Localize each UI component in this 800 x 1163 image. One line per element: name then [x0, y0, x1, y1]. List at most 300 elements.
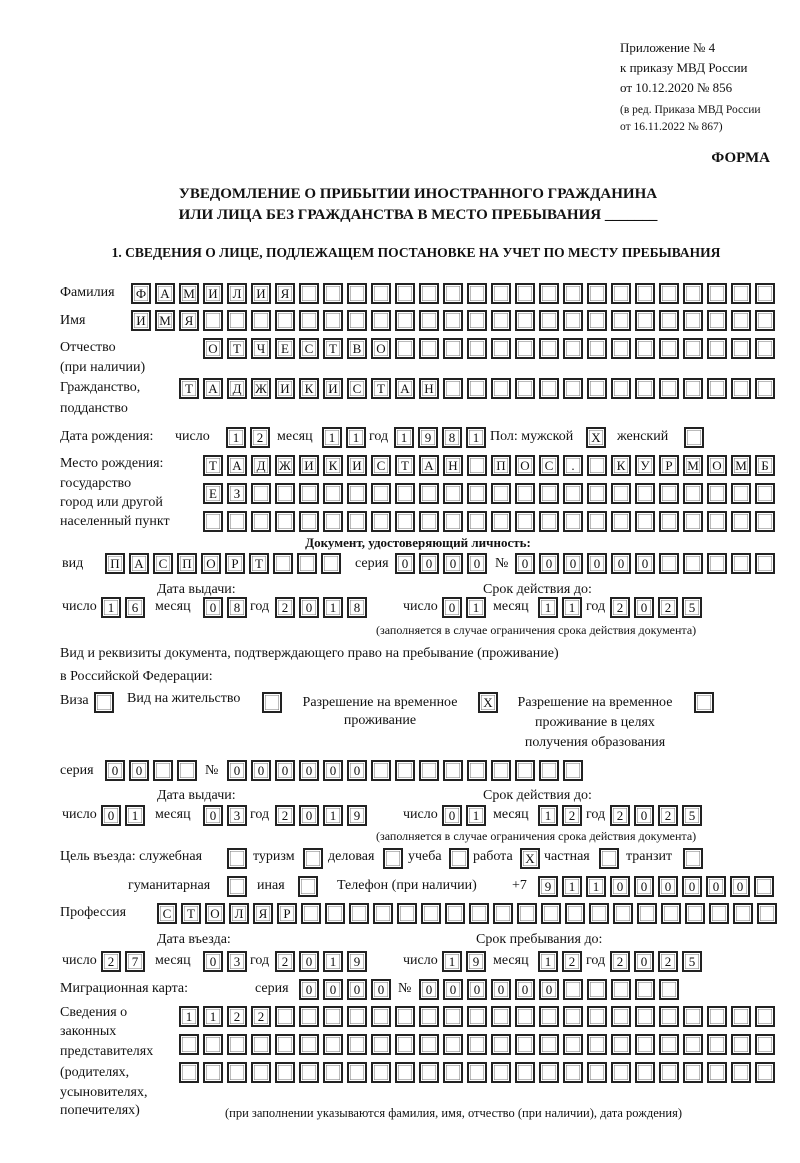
- char-box[interactable]: .: [563, 455, 583, 476]
- char-box[interactable]: [347, 1034, 367, 1055]
- char-box[interactable]: [419, 760, 439, 781]
- char-box[interactable]: 0: [395, 553, 415, 574]
- char-box[interactable]: [587, 483, 607, 504]
- char-box[interactable]: 1: [323, 805, 343, 826]
- char-box[interactable]: [755, 378, 775, 399]
- char-box[interactable]: [683, 310, 703, 331]
- char-box[interactable]: [227, 511, 247, 532]
- char-box[interactable]: 1: [466, 597, 486, 618]
- char-box[interactable]: [491, 1034, 511, 1055]
- char-box[interactable]: [611, 511, 631, 532]
- char-box[interactable]: [445, 903, 465, 924]
- char-box[interactable]: 1: [562, 597, 582, 618]
- char-box[interactable]: Е: [275, 338, 295, 359]
- char-box[interactable]: 2: [562, 951, 582, 972]
- char-box[interactable]: [587, 1006, 607, 1027]
- permit-valid-year-field[interactable]: [610, 805, 702, 825]
- char-box[interactable]: [515, 760, 535, 781]
- char-box[interactable]: [563, 483, 583, 504]
- char-box[interactable]: [635, 511, 655, 532]
- char-box[interactable]: [397, 903, 417, 924]
- char-box[interactable]: [755, 1034, 775, 1055]
- char-box[interactable]: [731, 1062, 751, 1083]
- char-box[interactable]: [297, 553, 317, 574]
- id-valid-day-field[interactable]: [442, 597, 486, 617]
- char-box[interactable]: И: [131, 310, 151, 331]
- checkbox-cell[interactable]: [94, 692, 114, 713]
- char-box[interactable]: [467, 338, 487, 359]
- char-box[interactable]: 0: [610, 876, 630, 897]
- purpose-other-checkbox[interactable]: [298, 876, 318, 896]
- char-box[interactable]: [611, 1034, 631, 1055]
- surname-field[interactable]: [131, 283, 775, 303]
- char-box[interactable]: [659, 483, 679, 504]
- char-box[interactable]: 0: [658, 876, 678, 897]
- char-box[interactable]: [611, 310, 631, 331]
- char-box[interactable]: [491, 760, 511, 781]
- char-box[interactable]: 1: [466, 427, 486, 448]
- char-box[interactable]: [635, 378, 655, 399]
- char-box[interactable]: [755, 1006, 775, 1027]
- char-box[interactable]: [515, 1034, 535, 1055]
- purpose-official-checkbox[interactable]: [227, 848, 247, 868]
- char-box[interactable]: И: [275, 378, 295, 399]
- char-box[interactable]: [539, 760, 559, 781]
- char-box[interactable]: 0: [323, 760, 343, 781]
- char-box[interactable]: [731, 511, 751, 532]
- char-box[interactable]: [755, 338, 775, 359]
- char-box[interactable]: [467, 1006, 487, 1027]
- char-box[interactable]: [659, 310, 679, 331]
- char-box[interactable]: 1: [538, 597, 558, 618]
- char-box[interactable]: 0: [467, 979, 487, 1000]
- char-box[interactable]: [707, 378, 727, 399]
- char-box[interactable]: [323, 511, 343, 532]
- char-box[interactable]: 0: [129, 760, 149, 781]
- char-box[interactable]: [323, 483, 343, 504]
- char-box[interactable]: 0: [371, 979, 391, 1000]
- char-box[interactable]: [467, 310, 487, 331]
- char-box[interactable]: [371, 1006, 391, 1027]
- char-box[interactable]: Д: [251, 455, 271, 476]
- checkbox-cell[interactable]: [684, 427, 704, 448]
- char-box[interactable]: 0: [419, 979, 439, 1000]
- id-kind-field[interactable]: [105, 553, 341, 573]
- char-box[interactable]: 0: [539, 553, 559, 574]
- char-box[interactable]: [275, 1006, 295, 1027]
- char-box[interactable]: [491, 338, 511, 359]
- char-box[interactable]: [421, 903, 441, 924]
- char-box[interactable]: [275, 310, 295, 331]
- char-box[interactable]: [563, 760, 583, 781]
- char-box[interactable]: О: [203, 338, 223, 359]
- migration-number-field[interactable]: [419, 979, 679, 999]
- char-box[interactable]: [301, 903, 321, 924]
- char-box[interactable]: [251, 483, 271, 504]
- char-box[interactable]: А: [129, 553, 149, 574]
- char-box[interactable]: 8: [442, 427, 462, 448]
- char-box[interactable]: 5: [682, 597, 702, 618]
- char-box[interactable]: [587, 1062, 607, 1083]
- char-box[interactable]: 0: [275, 760, 295, 781]
- char-box[interactable]: 0: [227, 760, 247, 781]
- char-box[interactable]: [563, 310, 583, 331]
- char-box[interactable]: 0: [299, 805, 319, 826]
- char-box[interactable]: [707, 283, 727, 304]
- char-box[interactable]: [757, 903, 777, 924]
- char-box[interactable]: Т: [179, 378, 199, 399]
- char-box[interactable]: [661, 903, 681, 924]
- checkbox-cell[interactable]: X: [520, 848, 540, 869]
- char-box[interactable]: 1: [323, 597, 343, 618]
- checkbox-cell[interactable]: [449, 848, 469, 869]
- char-box[interactable]: [659, 553, 679, 574]
- char-box[interactable]: Ж: [275, 455, 295, 476]
- char-box[interactable]: [563, 511, 583, 532]
- char-box[interactable]: [347, 511, 367, 532]
- char-box[interactable]: 2: [250, 427, 270, 448]
- char-box[interactable]: [227, 1034, 247, 1055]
- char-box[interactable]: [589, 903, 609, 924]
- char-box[interactable]: [683, 553, 703, 574]
- char-box[interactable]: 1: [226, 427, 246, 448]
- profession-field[interactable]: [157, 903, 777, 923]
- char-box[interactable]: [515, 378, 535, 399]
- char-box[interactable]: [515, 1006, 535, 1027]
- char-box[interactable]: К: [323, 455, 343, 476]
- char-box[interactable]: [443, 760, 463, 781]
- char-box[interactable]: [539, 283, 559, 304]
- char-box[interactable]: [539, 1034, 559, 1055]
- char-box[interactable]: 9: [347, 951, 367, 972]
- char-box[interactable]: [563, 378, 583, 399]
- char-box[interactable]: 0: [611, 553, 631, 574]
- char-box[interactable]: [179, 1062, 199, 1083]
- char-box[interactable]: Т: [395, 455, 415, 476]
- char-box[interactable]: [755, 483, 775, 504]
- id-number-field[interactable]: [515, 553, 775, 573]
- char-box[interactable]: [371, 310, 391, 331]
- char-box[interactable]: [373, 903, 393, 924]
- char-box[interactable]: С: [299, 338, 319, 359]
- char-box[interactable]: 0: [442, 805, 462, 826]
- char-box[interactable]: 3: [227, 951, 247, 972]
- char-box[interactable]: [755, 283, 775, 304]
- char-box[interactable]: [419, 1062, 439, 1083]
- char-box[interactable]: А: [203, 378, 223, 399]
- char-box[interactable]: 2: [610, 805, 630, 826]
- char-box[interactable]: [611, 378, 631, 399]
- char-box[interactable]: [539, 338, 559, 359]
- char-box[interactable]: [491, 1062, 511, 1083]
- char-box[interactable]: 2: [251, 1006, 271, 1027]
- purpose-private-checkbox[interactable]: [599, 848, 619, 868]
- char-box[interactable]: [731, 338, 751, 359]
- char-box[interactable]: 0: [299, 597, 319, 618]
- char-box[interactable]: [491, 378, 511, 399]
- char-box[interactable]: 2: [275, 951, 295, 972]
- char-box[interactable]: [755, 310, 775, 331]
- char-box[interactable]: Т: [203, 455, 223, 476]
- char-box[interactable]: [395, 1006, 415, 1027]
- char-box[interactable]: [683, 1034, 703, 1055]
- char-box[interactable]: 1: [538, 805, 558, 826]
- char-box[interactable]: [611, 483, 631, 504]
- char-box[interactable]: [251, 1034, 271, 1055]
- char-box[interactable]: [443, 511, 463, 532]
- purpose-transit-checkbox[interactable]: [683, 848, 703, 868]
- checkbox-cell[interactable]: [694, 692, 714, 713]
- char-box[interactable]: [443, 1006, 463, 1027]
- char-box[interactable]: [203, 511, 223, 532]
- char-box[interactable]: 0: [634, 805, 654, 826]
- char-box[interactable]: [539, 1006, 559, 1027]
- char-box[interactable]: [587, 338, 607, 359]
- char-box[interactable]: [347, 1062, 367, 1083]
- char-box[interactable]: О: [205, 903, 225, 924]
- char-box[interactable]: 3: [227, 805, 247, 826]
- char-box[interactable]: [755, 553, 775, 574]
- char-box[interactable]: 0: [347, 979, 367, 1000]
- char-box[interactable]: 0: [443, 979, 463, 1000]
- char-box[interactable]: [347, 283, 367, 304]
- char-box[interactable]: [275, 511, 295, 532]
- entry-day-field[interactable]: [101, 951, 145, 971]
- char-box[interactable]: [611, 1062, 631, 1083]
- char-box[interactable]: [467, 483, 487, 504]
- checkbox-cell[interactable]: X: [478, 692, 498, 713]
- char-box[interactable]: [707, 483, 727, 504]
- char-box[interactable]: [563, 338, 583, 359]
- char-box[interactable]: 2: [275, 805, 295, 826]
- char-box[interactable]: [469, 903, 489, 924]
- char-box[interactable]: О: [371, 338, 391, 359]
- temp-residence-edu-checkbox[interactable]: [694, 692, 714, 712]
- char-box[interactable]: И: [251, 283, 271, 304]
- char-box[interactable]: [635, 1062, 655, 1083]
- char-box[interactable]: [491, 511, 511, 532]
- char-box[interactable]: [539, 483, 559, 504]
- char-box[interactable]: [491, 1006, 511, 1027]
- char-box[interactable]: [443, 1062, 463, 1083]
- char-box[interactable]: [203, 1062, 223, 1083]
- purpose-tourism-checkbox[interactable]: [303, 848, 323, 868]
- char-box[interactable]: [515, 511, 535, 532]
- char-box[interactable]: Л: [229, 903, 249, 924]
- char-box[interactable]: [177, 760, 197, 781]
- purpose-study-checkbox[interactable]: [449, 848, 469, 868]
- char-box[interactable]: [493, 903, 513, 924]
- char-box[interactable]: Т: [249, 553, 269, 574]
- patronymic-field[interactable]: [203, 338, 775, 358]
- char-box[interactable]: [635, 979, 655, 1000]
- char-box[interactable]: 2: [610, 951, 630, 972]
- char-box[interactable]: [395, 1034, 415, 1055]
- char-box[interactable]: [707, 310, 727, 331]
- char-box[interactable]: Ч: [251, 338, 271, 359]
- char-box[interactable]: [707, 553, 727, 574]
- char-box[interactable]: М: [683, 455, 703, 476]
- id-valid-year-field[interactable]: [610, 597, 702, 617]
- char-box[interactable]: [707, 338, 727, 359]
- char-box[interactable]: Ж: [251, 378, 271, 399]
- char-box[interactable]: [587, 1034, 607, 1055]
- char-box[interactable]: 2: [275, 597, 295, 618]
- char-box[interactable]: [635, 310, 655, 331]
- char-box[interactable]: [325, 903, 345, 924]
- char-box[interactable]: [419, 310, 439, 331]
- char-box[interactable]: [707, 1034, 727, 1055]
- char-box[interactable]: Я: [253, 903, 273, 924]
- char-box[interactable]: 2: [658, 951, 678, 972]
- char-box[interactable]: 2: [658, 597, 678, 618]
- char-box[interactable]: 1: [394, 427, 414, 448]
- char-box[interactable]: О: [201, 553, 221, 574]
- checkbox-cell[interactable]: [683, 848, 703, 869]
- char-box[interactable]: О: [707, 455, 727, 476]
- checkbox-cell[interactable]: [227, 848, 247, 869]
- char-box[interactable]: [565, 903, 585, 924]
- char-box[interactable]: [587, 455, 607, 476]
- char-box[interactable]: [443, 483, 463, 504]
- char-box[interactable]: А: [155, 283, 175, 304]
- char-box[interactable]: [443, 310, 463, 331]
- char-box[interactable]: 0: [634, 951, 654, 972]
- char-box[interactable]: С: [153, 553, 173, 574]
- char-box[interactable]: Р: [659, 455, 679, 476]
- char-box[interactable]: [275, 1062, 295, 1083]
- char-box[interactable]: [755, 1062, 775, 1083]
- char-box[interactable]: [733, 903, 753, 924]
- char-box[interactable]: 0: [101, 805, 121, 826]
- char-box[interactable]: 6: [125, 597, 145, 618]
- char-box[interactable]: [443, 378, 463, 399]
- char-box[interactable]: [299, 310, 319, 331]
- char-box[interactable]: [707, 1006, 727, 1027]
- char-box[interactable]: 0: [539, 979, 559, 1000]
- birthplace-field-3[interactable]: [203, 511, 775, 531]
- char-box[interactable]: [443, 1034, 463, 1055]
- representatives-field-2[interactable]: [179, 1034, 775, 1054]
- char-box[interactable]: [754, 876, 774, 897]
- char-box[interactable]: [371, 1062, 391, 1083]
- char-box[interactable]: 8: [347, 597, 367, 618]
- char-box[interactable]: [251, 1062, 271, 1083]
- char-box[interactable]: [347, 310, 367, 331]
- char-box[interactable]: М: [155, 310, 175, 331]
- char-box[interactable]: 2: [658, 805, 678, 826]
- char-box[interactable]: 1: [203, 1006, 223, 1027]
- char-box[interactable]: [683, 483, 703, 504]
- entry-year-field[interactable]: [275, 951, 367, 971]
- char-box[interactable]: С: [371, 455, 391, 476]
- id-valid-month-field[interactable]: [538, 597, 582, 617]
- char-box[interactable]: [395, 511, 415, 532]
- char-box[interactable]: [539, 511, 559, 532]
- char-box[interactable]: [371, 511, 391, 532]
- char-box[interactable]: 0: [347, 760, 367, 781]
- char-box[interactable]: С: [347, 378, 367, 399]
- char-box[interactable]: Р: [277, 903, 297, 924]
- char-box[interactable]: З: [227, 483, 247, 504]
- char-box[interactable]: П: [177, 553, 197, 574]
- char-box[interactable]: 0: [203, 597, 223, 618]
- char-box[interactable]: [731, 1006, 751, 1027]
- char-box[interactable]: 0: [634, 597, 654, 618]
- char-box[interactable]: [659, 283, 679, 304]
- purpose-humanitarian-checkbox[interactable]: [227, 876, 247, 896]
- permit-issue-year-field[interactable]: [275, 805, 367, 825]
- char-box[interactable]: [299, 511, 319, 532]
- char-box[interactable]: [539, 1062, 559, 1083]
- char-box[interactable]: [731, 378, 751, 399]
- char-box[interactable]: 1: [101, 597, 121, 618]
- char-box[interactable]: 9: [538, 876, 558, 897]
- char-box[interactable]: [563, 1034, 583, 1055]
- char-box[interactable]: П: [105, 553, 125, 574]
- char-box[interactable]: [563, 979, 583, 1000]
- char-box[interactable]: 0: [635, 553, 655, 574]
- permit-valid-day-field[interactable]: [442, 805, 486, 825]
- char-box[interactable]: [371, 760, 391, 781]
- permit-issue-month-field[interactable]: [203, 805, 247, 825]
- char-box[interactable]: [515, 283, 535, 304]
- char-box[interactable]: [659, 378, 679, 399]
- char-box[interactable]: [659, 1006, 679, 1027]
- char-box[interactable]: 0: [443, 553, 463, 574]
- char-box[interactable]: 5: [682, 951, 702, 972]
- char-box[interactable]: [541, 903, 561, 924]
- char-box[interactable]: [349, 903, 369, 924]
- char-box[interactable]: И: [299, 455, 319, 476]
- char-box[interactable]: [299, 1006, 319, 1027]
- char-box[interactable]: [731, 310, 751, 331]
- char-box[interactable]: А: [419, 455, 439, 476]
- char-box[interactable]: [683, 378, 703, 399]
- char-box[interactable]: [613, 903, 633, 924]
- char-box[interactable]: [539, 310, 559, 331]
- char-box[interactable]: [611, 338, 631, 359]
- id-issue-year-field[interactable]: [275, 597, 367, 617]
- char-box[interactable]: 0: [563, 553, 583, 574]
- char-box[interactable]: [635, 1034, 655, 1055]
- id-issue-day-field[interactable]: [101, 597, 145, 617]
- char-box[interactable]: [587, 310, 607, 331]
- char-box[interactable]: [659, 338, 679, 359]
- char-box[interactable]: 1: [125, 805, 145, 826]
- char-box[interactable]: 0: [491, 979, 511, 1000]
- char-box[interactable]: С: [157, 903, 177, 924]
- checkbox-cell[interactable]: X: [586, 427, 606, 448]
- char-box[interactable]: [371, 1034, 391, 1055]
- char-box[interactable]: 1: [586, 876, 606, 897]
- permit-issue-day-field[interactable]: [101, 805, 145, 825]
- char-box[interactable]: 2: [227, 1006, 247, 1027]
- char-box[interactable]: [731, 283, 751, 304]
- stay-year-field[interactable]: [610, 951, 702, 971]
- citizenship-field[interactable]: [179, 378, 775, 398]
- sex-female-checkbox[interactable]: [684, 427, 704, 447]
- char-box[interactable]: Н: [419, 378, 439, 399]
- char-box[interactable]: [587, 283, 607, 304]
- char-box[interactable]: [323, 1062, 343, 1083]
- char-box[interactable]: Я: [179, 310, 199, 331]
- migration-series-field[interactable]: [299, 979, 391, 999]
- char-box[interactable]: [587, 979, 607, 1000]
- char-box[interactable]: [227, 310, 247, 331]
- char-box[interactable]: [467, 511, 487, 532]
- char-box[interactable]: [395, 1062, 415, 1083]
